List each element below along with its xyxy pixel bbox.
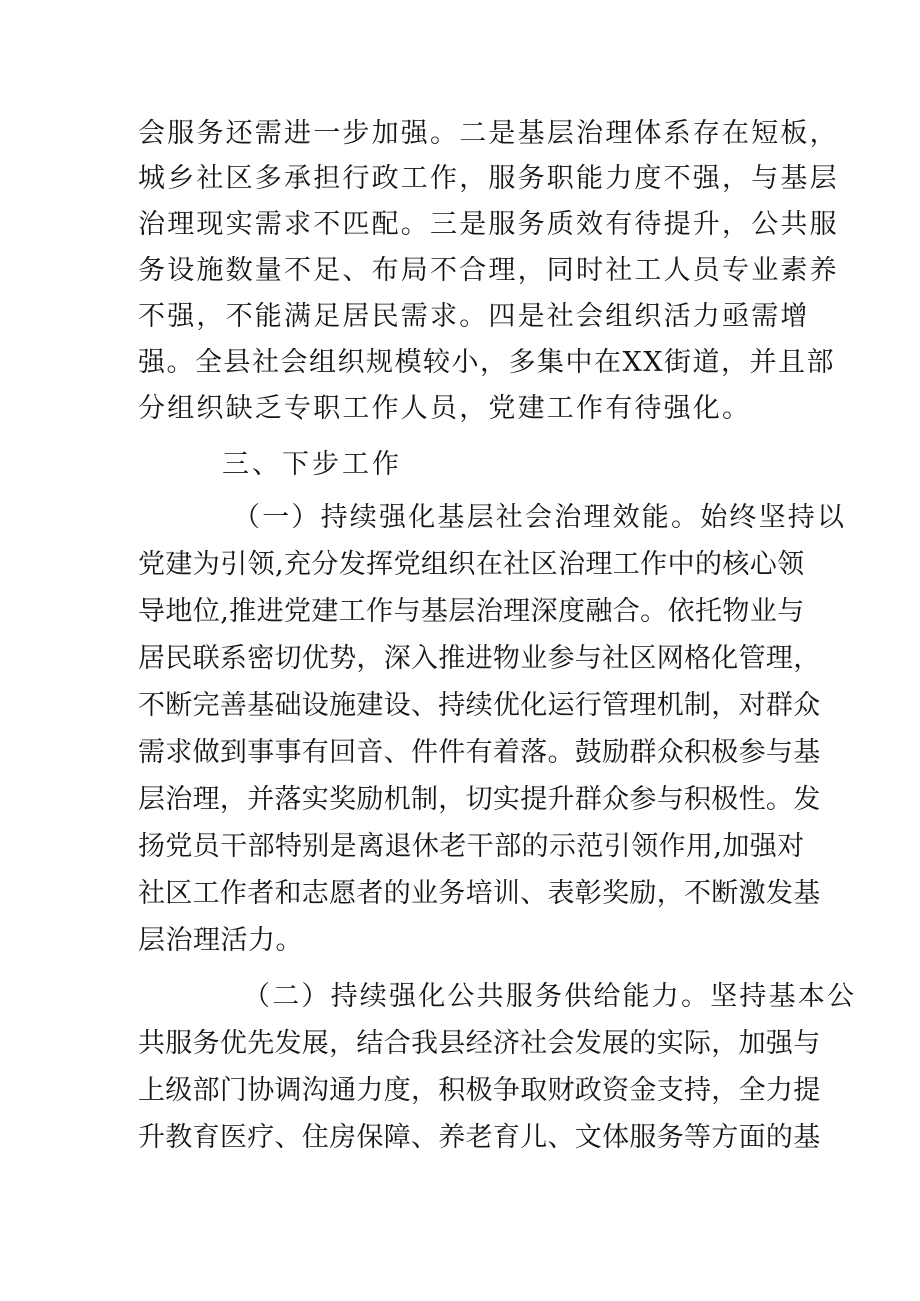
section-heading: 三、下步工作	[222, 449, 402, 480]
paragraph-lead-line: （一）持续强化基层社会治理效能。始终坚持以	[233, 502, 847, 533]
text-line: 务设施数量不足、布局不合理，同时社工人员专业素养	[138, 255, 839, 286]
text-line: 扬党员干部特别是离退休老干部的示范引领作用,加强对	[138, 831, 805, 862]
text-line: 层治理活力。	[138, 925, 303, 956]
text-line: 需求做到事事有回音、件件有着落。鼓励群众积极参与基	[138, 737, 821, 768]
text-line: 治理现实需求不匹配。三是服务质效有待提升，公共服	[138, 209, 839, 240]
text-line: 不断完善基础设施建设、持续优化运行管理机制，对群众	[138, 690, 821, 721]
text-line: 共服务优先发展，结合我县经济社会发展的实际，加强与	[138, 1028, 821, 1059]
text-line: 不强，不能满足居民需求。四是社会组织活力亟需增	[138, 301, 810, 332]
text-line: 居民联系密切优势，深入推进物业参与社区网格化管理，	[138, 643, 821, 674]
text-line: 分组织缺乏专职工作人员，党建工作有待强化。	[138, 393, 752, 424]
text-line: 上级部门协调沟通力度，积极争取财政资金支持，全力提	[138, 1075, 821, 1106]
text-line: 会服务还需进一步加强。二是基层治理体系存在短板，	[138, 118, 839, 149]
text-line: 升教育医疗、住房保障、养老育儿、文体服务等方面的基	[138, 1122, 821, 1153]
text-line: 层治理，并落实奖励机制，切实提升群众参与积极性。发	[138, 784, 821, 815]
text-line: 强。全县社会组织规模较小，多集中在XX街道，并且部	[138, 347, 835, 378]
text-line: 导地位,推进党建工作与基层治理深度融合。依托物业与	[138, 596, 805, 627]
text-line: 城乡社区多承担行政工作，服务职能力度不强，与基层	[138, 163, 839, 194]
paragraph-lead-line: （二）持续强化公共服务供给能力。坚持基本公	[243, 981, 857, 1012]
text-line: 党建为引领,充分发挥党组织在社区治理工作中的核心领	[138, 549, 805, 580]
text-line: 社区工作者和志愿者的业务培训、表彰奖励，不断激发基	[138, 878, 821, 909]
